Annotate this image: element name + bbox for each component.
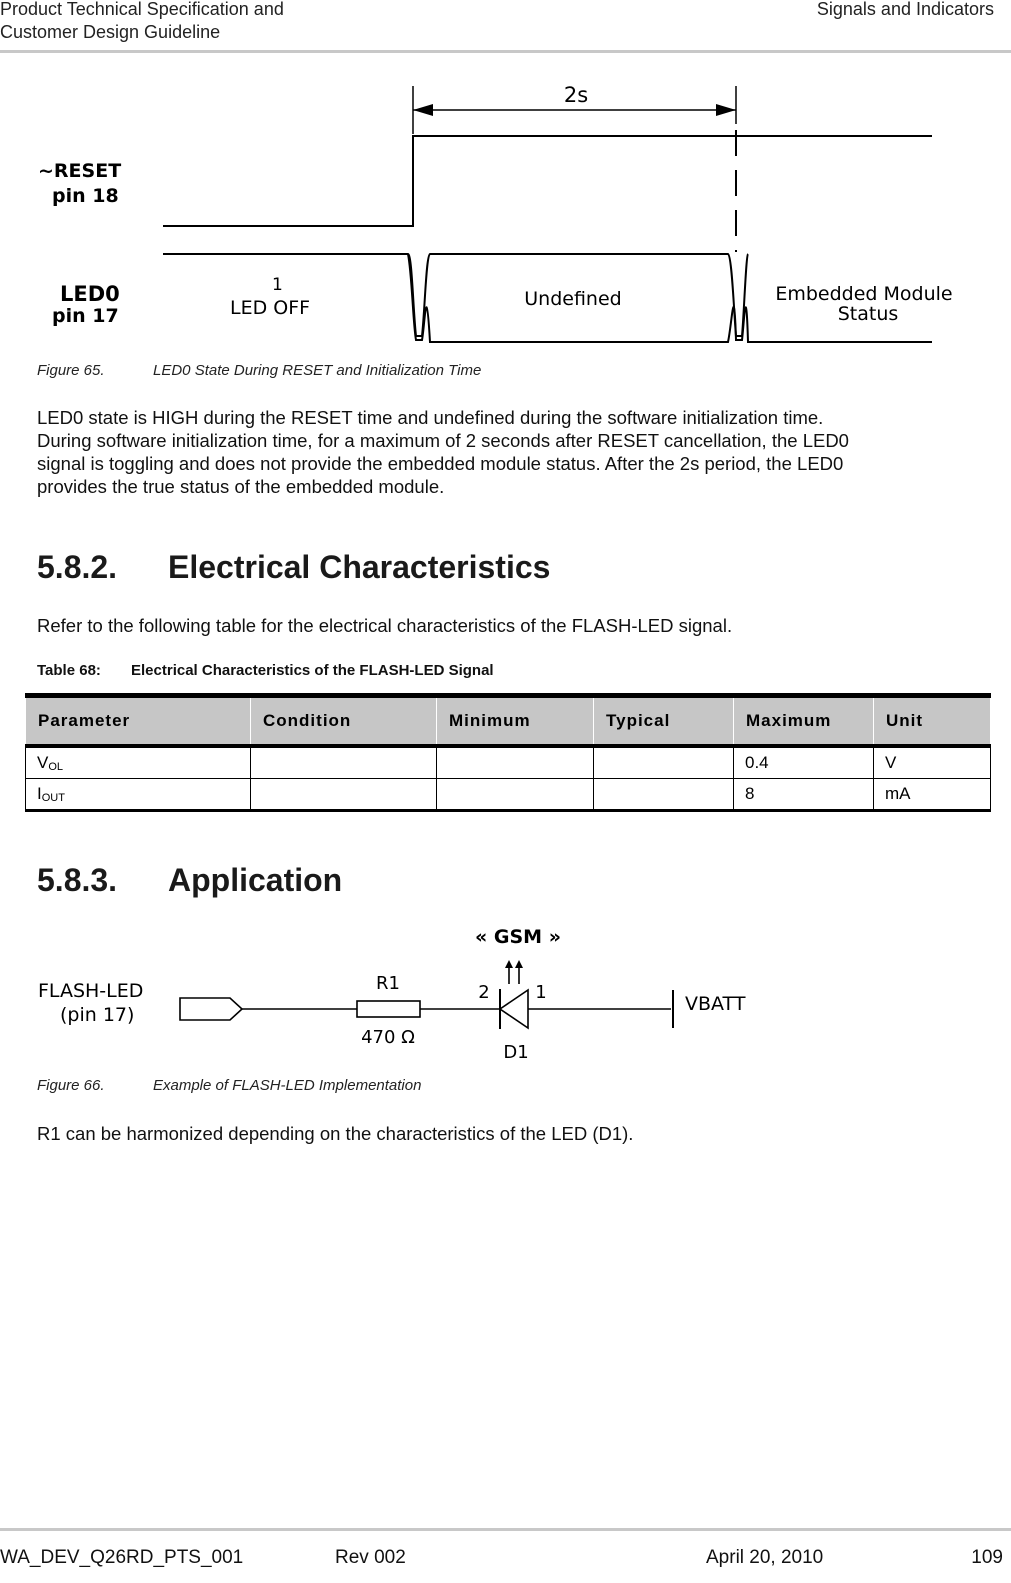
header-rule (0, 50, 1011, 53)
col-header-typical: Typical (594, 696, 734, 747)
cell-condition (251, 746, 437, 779)
light-emission-arrow-icon (505, 960, 513, 968)
phase-status-line1: Embedded Module (775, 283, 953, 305)
table68-title (37, 662, 494, 679)
col-header-minimum: Minimum (437, 696, 594, 747)
led0-waveform-high (163, 254, 748, 336)
cell-typical (594, 746, 734, 779)
cell-unit: V (874, 746, 991, 779)
figure65-caption (37, 362, 481, 379)
cell-parameter (26, 779, 251, 811)
col-header-unit: Unit (874, 696, 991, 747)
table68-title-text: Electrical Characteristics of the FLASH-LED Signal (131, 662, 494, 679)
arrow-right-icon (716, 104, 736, 116)
reset-signal-label: ~RESET (38, 160, 122, 182)
led0-description-line4: provides the true status of the embedded module. (37, 476, 445, 497)
gsm-label: « GSM » (475, 926, 561, 948)
footer-date: April 20, 2010 (706, 1547, 824, 1568)
led0-description-line3: signal is toggling and does not provide the embedded module status. After the 2s period, the LED0 (37, 453, 844, 474)
led0-pin-label: pin 17 (52, 305, 119, 327)
footer-revision: Rev 002 (335, 1547, 406, 1568)
resistor-r1-icon (357, 1001, 420, 1017)
led0-description-line2: During software initialization time, for a maximum of 2 seconds after RESET cancellation, the LED0 (37, 430, 849, 451)
reset-pin-label: pin 18 (52, 185, 119, 207)
electrical-intro: Refer to the following table for the electrical characteristics of the FLASH-LED signal. (37, 615, 733, 636)
col-header-maximum: Maximum (734, 696, 874, 747)
cell-condition (251, 779, 437, 811)
header-section: Signals and Indicators (816, 0, 994, 19)
flash-led-circuit (30, 920, 790, 1068)
led0-signal-label: LED0 (60, 282, 120, 306)
phase-marker: 1 (272, 275, 283, 295)
header-title-line1: Product Technical Specification and (0, 0, 284, 19)
table-header-row (26, 696, 991, 747)
diode-pin1: 1 (535, 982, 547, 1003)
footer-page-number: 109 (971, 1547, 1003, 1568)
pin-label-line1: FLASH-LED (38, 980, 144, 1002)
led-diode-icon (500, 990, 528, 1028)
cell-typical (594, 779, 734, 811)
cell-minimum (437, 746, 594, 779)
param-subscript: OUT (41, 792, 65, 804)
footer-doc-id: WA_DEV_Q26RD_PTS_001 (0, 1547, 244, 1568)
figure66-caption-text: Example of FLASH-LED Implementation (153, 1077, 422, 1094)
arrow-left-icon (413, 104, 433, 116)
cell-unit: mA (874, 779, 991, 811)
led0-description-line1: LED0 state is HIGH during the RESET time and undefined during the software initialization time. (37, 407, 824, 428)
cell-maximum: 0.4 (734, 746, 874, 779)
led0-description (37, 406, 997, 498)
diode-pin2: 2 (478, 982, 490, 1003)
phase-status-line2: Status (837, 303, 899, 325)
section-title: Application (168, 862, 343, 898)
col-header-parameter: Parameter (26, 696, 251, 747)
led0-timing-diagram (30, 74, 975, 352)
header-title (0, 0, 284, 44)
light-emission-arrow-icon (515, 960, 523, 968)
cell-minimum (437, 779, 594, 811)
cell-maximum: 8 (734, 779, 874, 811)
table-row (26, 746, 991, 779)
figure65-caption-number: Figure 65. (37, 362, 105, 379)
table-row (26, 779, 991, 811)
footer-rule (0, 1528, 1011, 1531)
col-header-condition: Condition (251, 696, 437, 747)
resistor-name: R1 (376, 973, 400, 994)
diode-name: D1 (503, 1042, 529, 1063)
section-heading-electrical (37, 549, 550, 586)
reset-waveform (163, 136, 932, 226)
phase-led-off: LED OFF (230, 297, 311, 319)
param-symbol: V (37, 753, 49, 772)
header-title-line2: Customer Design Guideline (0, 22, 221, 42)
resistor-value: 470 Ω (361, 1027, 415, 1048)
figure66-caption (37, 1077, 421, 1094)
pin-label-line2: (pin 17) (60, 1004, 135, 1026)
figure66-caption-number: Figure 66. (37, 1077, 105, 1094)
duration-label: 2s (563, 83, 589, 107)
param-subscript: OL (48, 761, 64, 773)
application-note: R1 can be harmonized depending on the characteristics of the LED (D1). (37, 1123, 634, 1144)
section-number: 5.8.3. (37, 862, 118, 898)
electrical-characteristics-table (25, 693, 991, 812)
connector-pin-icon (180, 998, 242, 1020)
section-number: 5.8.2. (37, 549, 118, 585)
section-title: Electrical Characteristics (168, 549, 551, 585)
table68-number: Table 68: (37, 662, 101, 679)
phase-undefined: Undefined (524, 288, 622, 310)
param-symbol: I (37, 784, 42, 803)
figure65-caption-text: LED0 State During RESET and Initialization Time (153, 362, 482, 379)
cell-parameter (26, 746, 251, 779)
supply-label: VBATT (685, 993, 746, 1015)
section-heading-application (37, 862, 342, 899)
